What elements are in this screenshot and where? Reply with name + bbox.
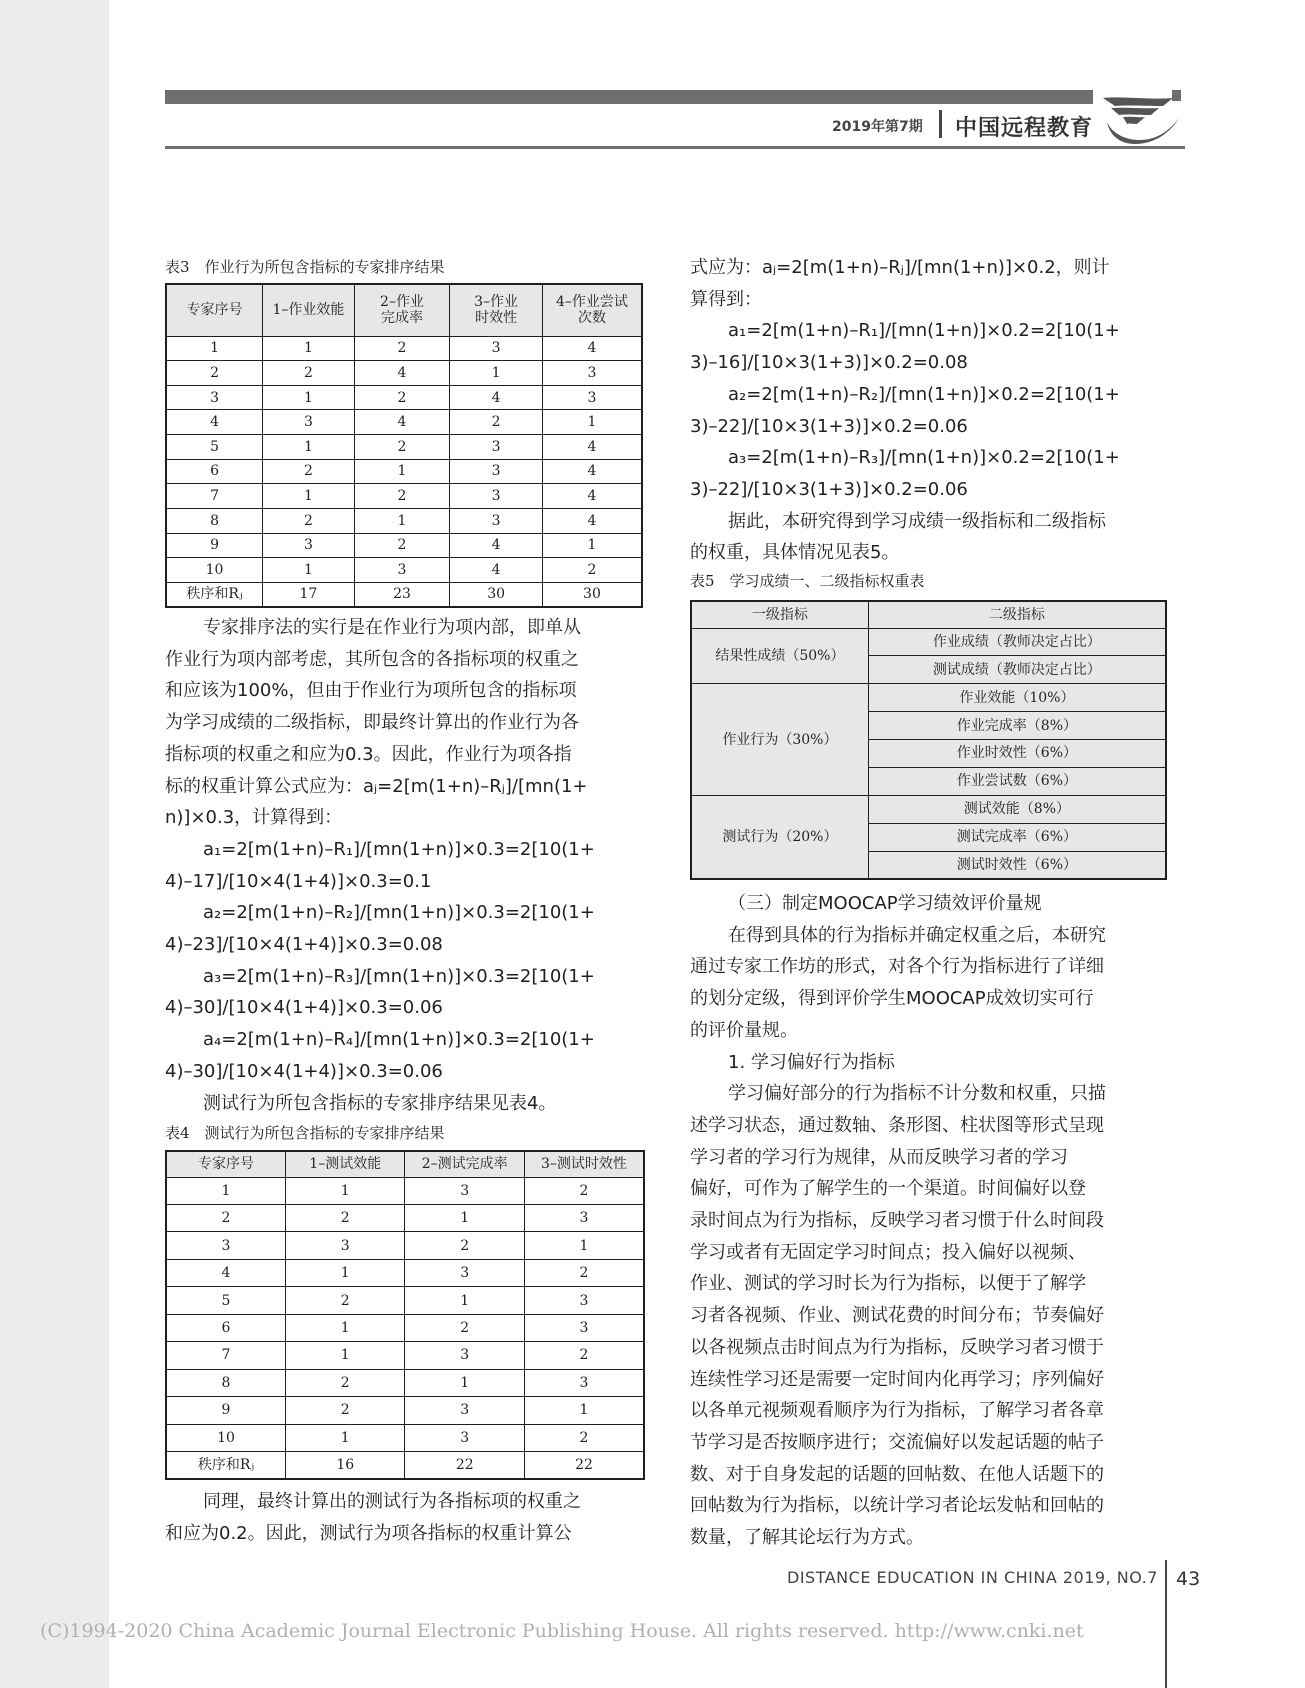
table-row: [166, 435, 642, 460]
column-header: 专家序号: [166, 1151, 286, 1177]
secondary-indicator: 测试完成率（6%）: [868, 823, 1166, 851]
table-cell: 2: [354, 435, 450, 460]
table-cell: 4: [542, 336, 642, 361]
table-cell: 2: [524, 1259, 644, 1286]
table-row: [166, 1342, 644, 1369]
table-row: [166, 1424, 644, 1451]
text-line: a₄=2[m(1+n)–R₄]/[mn(1+n)]×0.3=2[10(1+: [203, 1029, 595, 1051]
right-paragraph-2: [690, 888, 1170, 1554]
table-cell: 3: [542, 361, 642, 386]
text-line: a₃=2[m(1+n)–R₃]/[mn(1+n)]×0.2=2[10(1+: [728, 447, 1120, 469]
column-header: 4–作业尝试 次数: [542, 284, 642, 336]
table-cell: 3: [542, 385, 642, 410]
table-cell: 3: [524, 1314, 644, 1341]
table-cell: 3: [524, 1204, 644, 1231]
table-row: [166, 1314, 644, 1341]
issue-label: 2019年第7期: [832, 119, 923, 135]
table-row: [166, 1259, 644, 1286]
footer-separator: [1165, 1560, 1167, 1688]
table-cell: 1: [263, 336, 355, 361]
table-cell: 1: [354, 459, 450, 484]
table-cell: 4: [542, 435, 642, 460]
text-line: 为学习成绩的二级指标，即最终计算出的作业行为各: [165, 712, 579, 734]
text-line: 的评价量规。: [690, 1019, 798, 1041]
table-row: [166, 1452, 644, 1479]
table-cell: 1: [286, 1424, 405, 1451]
table-row: [166, 1204, 644, 1231]
table-cell: 4: [542, 484, 642, 509]
table-cell: 4: [450, 385, 543, 410]
primary-indicator: 结果性成绩（50%）: [691, 628, 868, 684]
journal-title: 中国远程教育: [955, 116, 1094, 141]
table-row: [166, 533, 642, 558]
table-cell: 4: [542, 508, 642, 533]
text-line: 据此，本研究得到学习成绩一级指标和二级指标: [728, 510, 1106, 532]
table-cell: 2: [263, 508, 355, 533]
text-line: 作业行为项内部考虑，其所包含的各指标项的权重之: [165, 648, 579, 670]
table-cell: 3: [166, 385, 263, 410]
table-cell: 9: [166, 1397, 286, 1424]
column-header: 2–测试完成率: [405, 1151, 524, 1177]
table-cell: 3: [166, 1232, 286, 1259]
table-cell: 6: [166, 459, 263, 484]
table-cell: 2: [166, 361, 263, 386]
column-header: 一级指标: [691, 601, 868, 628]
table3-caption: 表3 作业行为所包含指标的专家排序结果: [165, 258, 445, 276]
table-cell: 2: [286, 1287, 405, 1314]
table-cell: 3: [405, 1424, 524, 1451]
text-line: a₃=2[m(1+n)–R₃]/[mn(1+n)]×0.3=2[10(1+: [203, 965, 595, 987]
table3: [165, 283, 643, 608]
text-line: （三）制定MOOCAP学习绩效评价量规: [728, 893, 1042, 914]
text-line: 述学习状态，通过数轴、条形图、柱状图等形式呈现: [690, 1114, 1104, 1136]
text-line: a₁=2[m(1+n)–R₁]/[mn(1+n)]×0.3=2[10(1+: [203, 838, 595, 860]
table-cell: 2: [542, 558, 642, 583]
table-cell: 3: [524, 1369, 644, 1396]
table-cell: 1: [263, 435, 355, 460]
text-line: 4)–30]/[10×4(1+4)]×0.3=0.06: [165, 997, 443, 1019]
table-cell: 2: [286, 1397, 405, 1424]
text-line: 算得到：: [690, 288, 762, 310]
text-line: 3)–22]/[10×3(1+3)]×0.2=0.06: [690, 415, 968, 437]
table-row: [166, 410, 642, 435]
table-row: [166, 385, 642, 410]
table-cell: 2: [354, 336, 450, 361]
table-row: [691, 684, 1166, 712]
table-cell: 1: [263, 484, 355, 509]
table-cell: 2: [354, 533, 450, 558]
table-cell: 3: [405, 1397, 524, 1424]
text-line: 指标项的权重之和应为0.3。因此，作业行为项各指: [165, 743, 572, 765]
text-line: 偏好，可作为了解学生的一个渠道。时间偏好以登: [690, 1178, 1086, 1200]
table-cell: 3: [450, 508, 543, 533]
text-line: 数、对于自身发起的话题的回帖数、在他人话题下的: [690, 1463, 1104, 1485]
column-header: 2–作业 完成率: [354, 284, 450, 336]
right-paragraph-1: [690, 252, 1170, 569]
text-line: 式应为：aⱼ=2[m(1+n)–Rⱼ]/[mn(1+n)]×0.2，则计: [690, 257, 1110, 278]
column-header: 3–作业 时效性: [450, 284, 543, 336]
header-bar: [165, 90, 1093, 104]
text-line: a₂=2[m(1+n)–R₂]/[mn(1+n)]×0.2=2[10(1+: [728, 383, 1120, 405]
table-cell: 3: [405, 1259, 524, 1286]
table-cell: 9: [166, 533, 263, 558]
table-row: [166, 1397, 644, 1424]
table-row: [166, 1232, 644, 1259]
primary-indicator: 作业行为（30%）: [691, 684, 868, 796]
text-line: 学习者的学习行为规律，从而反映学习者的学习: [690, 1146, 1068, 1168]
text-line: 以各单元视频观看顺序为行为指标，了解学习者各章: [690, 1400, 1104, 1422]
secondary-indicator: 测试成绩（教师决定占比）: [868, 656, 1166, 684]
table-cell: 1: [286, 1342, 405, 1369]
secondary-indicator: 作业效能（10%）: [868, 684, 1166, 712]
table-cell: 2: [286, 1369, 405, 1396]
text-line: 回帖数为行为指标，以统计学习者论坛发帖和回帖的: [690, 1495, 1104, 1517]
text-line: 4)–23]/[10×4(1+4)]×0.3=0.08: [165, 934, 443, 956]
table-row: [166, 558, 642, 583]
text-line: 的权重，具体情况见表5。: [690, 542, 900, 564]
text-line: 在得到具体的行为指标并确定权重之后，本研究: [728, 924, 1106, 946]
table-cell: 3: [450, 435, 543, 460]
header-separator: [939, 110, 942, 138]
table-cell: 30: [542, 582, 642, 607]
table-cell: 3: [405, 1177, 524, 1204]
text-line: 3)–22]/[10×3(1+3)]×0.2=0.06: [690, 478, 968, 500]
table-cell: 2: [524, 1342, 644, 1369]
text-line: 数量，了解其论坛行为方式。: [690, 1527, 924, 1549]
table-cell: 1: [354, 508, 450, 533]
table-cell: 7: [166, 484, 263, 509]
text-line: 以各视频点击时间点为行为指标，反映学习者习惯于: [690, 1336, 1104, 1358]
table-cell: 8: [166, 1369, 286, 1396]
text-line: 录时间点为行为指标，反映学习者习惯于什么时间段: [690, 1210, 1104, 1232]
table-cell: 10: [166, 1424, 286, 1451]
table-cell: 3: [354, 558, 450, 583]
table-cell: 4: [354, 410, 450, 435]
text-line: 连续性学习还是需要一定时间内化再学习；序列偏好: [690, 1368, 1104, 1390]
table-cell: 1: [263, 558, 355, 583]
header-rule: [165, 146, 1185, 149]
table-cell: 3: [405, 1342, 524, 1369]
table-cell: 4: [450, 533, 543, 558]
copyright-watermark: (C)1994-2020 China Academic Journal Electronic Publishing House. All rights reserved. http://www.cnki.net: [40, 1620, 1084, 1642]
text-line: 和应该为100%，但由于作业行为项所包含的指标项: [165, 680, 577, 702]
left-paragraph-2: [165, 1486, 645, 1549]
table-cell: 3: [450, 336, 543, 361]
table-row: [166, 336, 642, 361]
table-cell: 1: [450, 361, 543, 386]
table-cell: 1: [524, 1232, 644, 1259]
table-cell: 2: [450, 410, 543, 435]
table-cell: 1: [286, 1314, 405, 1341]
table5-caption: 表5 学习成绩一、二级指标权重表: [690, 572, 925, 590]
table-cell: 8: [166, 508, 263, 533]
text-line: a₁=2[m(1+n)–R₁]/[mn(1+n)]×0.2=2[10(1+: [728, 320, 1120, 342]
text-line: 和应为0.2。因此，测试行为项各指标的权重计算公: [165, 1522, 572, 1544]
table-cell: 4: [450, 558, 543, 583]
text-line: 节学习是否按顺序进行；交流偏好以发起话题的帖子: [690, 1431, 1104, 1453]
table-cell: 2: [166, 1204, 286, 1231]
table-cell: 3: [450, 484, 543, 509]
text-line: 测试行为所包含指标的专家排序结果见表4。: [203, 1092, 557, 1114]
table-cell: 16: [286, 1452, 405, 1479]
text-line: 的划分定级，得到评价学生MOOCAP成效切实可行: [690, 988, 1094, 1010]
table-cell: 5: [166, 1287, 286, 1314]
table-cell: 1: [542, 410, 642, 435]
scan-gutter: [0, 0, 109, 1688]
text-line: 通过专家工作坊的形式，对各个行为指标进行了详细: [690, 956, 1104, 978]
table4-caption: 表4 测试行为所包含指标的专家排序结果: [165, 1124, 445, 1142]
table-cell: 1: [524, 1397, 644, 1424]
table-row: [166, 459, 642, 484]
table-cell: 2: [405, 1232, 524, 1259]
table-row: [166, 582, 642, 607]
table-row: [166, 1177, 644, 1204]
table-cell: 3: [286, 1232, 405, 1259]
column-header: 二级指标: [868, 601, 1166, 628]
page-number: 43: [1176, 1568, 1201, 1590]
table-cell: 秩序和Rⱼ: [166, 1452, 286, 1479]
secondary-indicator: 测试时效性（6%）: [868, 851, 1166, 879]
table-cell: 2: [524, 1424, 644, 1451]
text-line: 标的权重计算公式应为：aⱼ=2[m(1+n)–Rⱼ]/[mn(1+: [165, 775, 588, 797]
table-cell: 7: [166, 1342, 286, 1369]
table5: [690, 600, 1167, 880]
column-header: 专家序号: [166, 284, 263, 336]
table-cell: 3: [263, 410, 355, 435]
text-line: 1. 学习偏好行为指标: [728, 1051, 895, 1073]
secondary-indicator: 作业尝试数（6%）: [868, 767, 1166, 795]
table4: [165, 1150, 645, 1480]
column-header: 1–作业效能: [263, 284, 355, 336]
table-cell: 1: [405, 1287, 524, 1314]
table-cell: 2: [263, 459, 355, 484]
secondary-indicator: 测试效能（8%）: [868, 795, 1166, 823]
text-line: 4)–30]/[10×4(1+4)]×0.3=0.06: [165, 1060, 443, 1082]
table-cell: 2: [263, 361, 355, 386]
table-cell: 1: [405, 1204, 524, 1231]
table-cell: 22: [405, 1452, 524, 1479]
table-cell: 4: [166, 1259, 286, 1286]
table-row: [166, 508, 642, 533]
table-row: [166, 484, 642, 509]
table-cell: 3: [524, 1287, 644, 1314]
text-line: 同理，最终计算出的测试行为各指标项的权重之: [203, 1491, 581, 1512]
table-cell: 3: [450, 459, 543, 484]
table-cell: 2: [524, 1177, 644, 1204]
primary-indicator: 测试行为（20%）: [691, 795, 868, 879]
table-cell: 4: [542, 459, 642, 484]
table-cell: 10: [166, 558, 263, 583]
table-row: [166, 361, 642, 386]
table-cell: 1: [405, 1369, 524, 1396]
text-line: n)]×0.3，计算得到：: [165, 807, 343, 829]
table-row: [166, 1287, 644, 1314]
table-cell: 1: [286, 1177, 405, 1204]
table-cell: 6: [166, 1314, 286, 1341]
table-cell: 23: [354, 582, 450, 607]
footer-journal: DISTANCE EDUCATION IN CHINA 2019, NO.7: [787, 1568, 1158, 1587]
table-cell: 1: [542, 533, 642, 558]
table-cell: 2: [405, 1314, 524, 1341]
text-line: 学习偏好部分的行为指标不计分数和权重，只描: [728, 1083, 1106, 1105]
text-line: 作业、测试的学习时长为行为指标，以便于了解学: [690, 1273, 1086, 1295]
text-line: 3)–16]/[10×3(1+3)]×0.2=0.08: [690, 352, 968, 374]
journal-logo-icon: [1093, 92, 1185, 146]
table-cell: 22: [524, 1452, 644, 1479]
text-line: 习者各视频、作业、测试花费的时间分布；节奏偏好: [690, 1305, 1104, 1327]
secondary-indicator: 作业时效性（6%）: [868, 740, 1166, 768]
secondary-indicator: 作业成绩（教师决定占比）: [868, 628, 1166, 656]
table-cell: 1: [166, 336, 263, 361]
table-cell: 1: [263, 385, 355, 410]
text-line: 专家排序法的实行是在作业行为项内部，即单从: [203, 617, 581, 638]
text-line: a₂=2[m(1+n)–R₂]/[mn(1+n)]×0.3=2[10(1+: [203, 902, 595, 924]
secondary-indicator: 作业完成率（8%）: [868, 712, 1166, 740]
text-line: 4)–17]/[10×4(1+4)]×0.3=0.1: [165, 870, 432, 892]
table-cell: 3: [263, 533, 355, 558]
table-cell: 2: [354, 484, 450, 509]
text-line: 学习或者有无固定学习时间点；投入偏好以视频、: [690, 1241, 1086, 1263]
table-row: [166, 1369, 644, 1396]
table-row: [691, 795, 1166, 823]
table-cell: 17: [263, 582, 355, 607]
table-cell: 30: [450, 582, 543, 607]
left-paragraph-1: [165, 612, 645, 1119]
table-cell: 2: [286, 1204, 405, 1231]
table-cell: 2: [354, 385, 450, 410]
table-cell: 5: [166, 435, 263, 460]
table-cell: 4: [166, 410, 263, 435]
column-header: 1–测试效能: [286, 1151, 405, 1177]
table-row: [691, 628, 1166, 656]
table-cell: 秩序和Rⱼ: [166, 582, 263, 607]
table-cell: 4: [354, 361, 450, 386]
column-header: 3–测试时效性: [524, 1151, 644, 1177]
table-cell: 1: [286, 1259, 405, 1286]
table-cell: 1: [166, 1177, 286, 1204]
